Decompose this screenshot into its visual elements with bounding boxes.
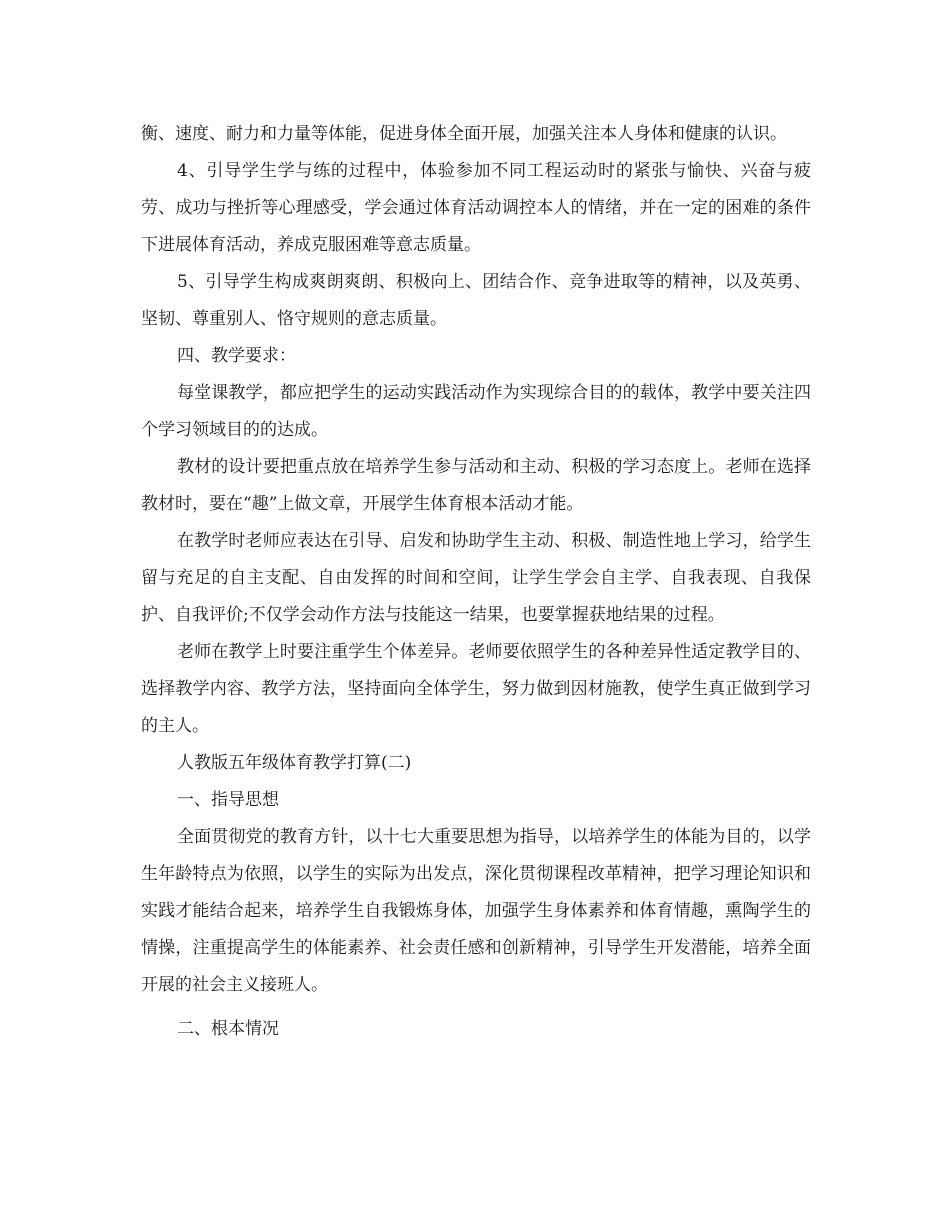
paragraph-material-design: 教材的设计要把重点放在培养学生参与活动和主动、积极的学习态度上。老师在选择教材时，要在“趣”上做文章，开展学生体育根本活动才能。 [141,457,811,514]
paragraph-item-5: 5、引导学生构成爽朗爽朗、积极向上、团结合作、竞争进取等的精神，以及英勇、坚韧、尊重别人、恪守规则的意志质量。 [141,272,811,329]
paragraph-individual-differences: 老师在教学上时要注重学生个体差异。老师要依照学生的各种差异性适定教学目的、选择教学内容、教学方法，坚持面向全体学生，努力做到因材施教，使学生真正做到学习的主人。 [141,642,811,736]
paragraph-guiding-ideology: 全面贯彻党的教育方针，以十七大重要思想为指导，以培养学生的体能为目的，以学生年龄特点为依照，以学生的实际为出发点，深化贯彻课程改革精神，把学习理论知识和实践才能结合起来，培养学生自我锻炼身体，加强学生身体素养和体育情趣，熏陶学生的情操，注重提高学生的体能素养、社会责任感和创新精神，引导学生开发潜能，培养全面开展的社会主义接班人。 [141,827,811,995]
paragraph-continuation: 衡、速度、耐力和力量等体能，促进身体全面开展，加强关注本人身体和健康的认识。 [141,124,787,144]
document-subtitle-plan-two: 人教版五年级体育教学打算(二) [177,753,412,773]
section-heading-teaching-requirements: 四、教学要求： [177,346,296,366]
section-heading-guiding-ideology: 一、指导思想 [177,790,279,810]
paragraph-lesson-teaching: 每堂课教学，都应把学生的运动实践活动作为实现综合目的的载体，教学中要关注四个学习领域目的的达成。 [141,383,811,440]
paragraph-item-4: 4、引导学生学与练的过程中，体验参加不同工程运动时的紧张与愉快、兴奋与疲劳、成功与挫折等心理感受，学会通过体育活动调控本人的情绪，并在一定的困难的条件下进展体育活动，养成克服困难等意志质量。 [141,161,811,255]
document-page [141,116,811,1048]
paragraph-teacher-guidance: 在教学时老师应表达在引导、启发和协助学生主动、积极、制造性地上学习，给学生留与充足的自主支配、自由发挥的时间和空间，让学生学会自主学、自我表现、自我保护、自我评价;不仅学会动作方法与技能这一结果，也要掌握获地结果的过程。 [141,531,811,625]
section-heading-basic-situation: 二、根本情况 [177,1019,279,1039]
